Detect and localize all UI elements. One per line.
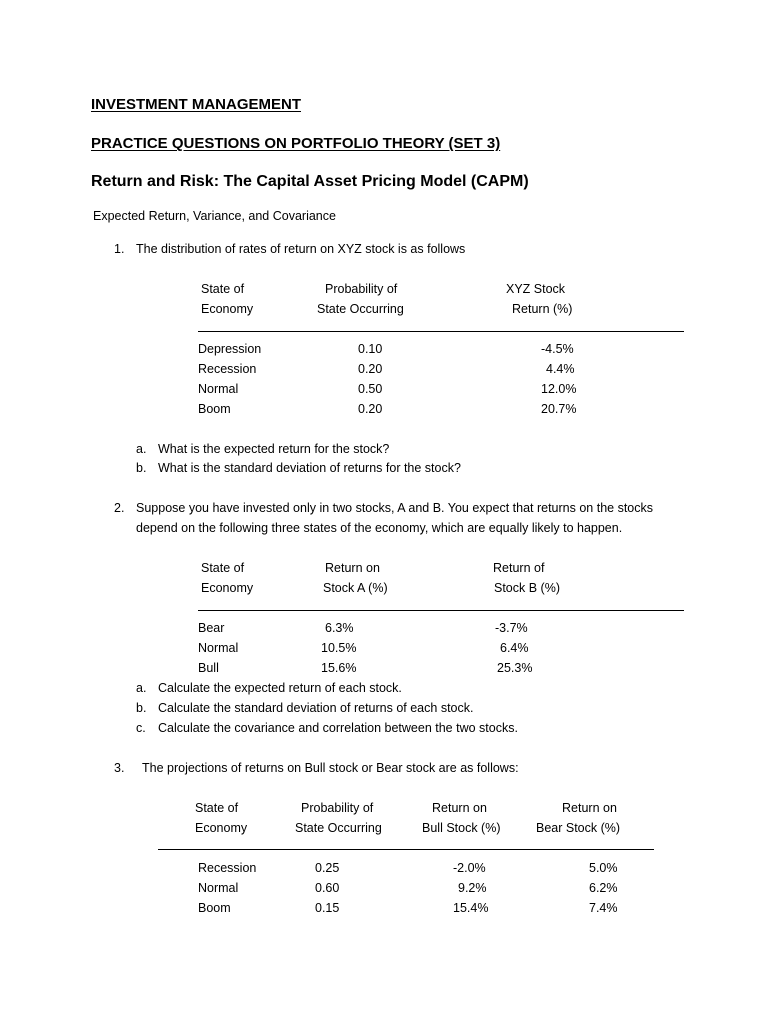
q1-part-b-label: b. xyxy=(136,461,147,475)
section-title: Return and Risk: The Capital Asset Pricing Model (CAPM) xyxy=(91,173,529,190)
q2-row-1-b: -3.7% xyxy=(495,621,528,635)
q2-table-rule xyxy=(198,610,684,611)
q1-row-4-prob: 0.20 xyxy=(358,402,383,416)
q2-header-1-line1: State of xyxy=(201,561,245,575)
topic-heading: Expected Return, Variance, and Covariance xyxy=(93,209,336,223)
q1-part-b-text: What is the standard deviation of returns for the stock? xyxy=(158,461,461,475)
q1-row-4-return: 20.7% xyxy=(541,402,577,416)
q2-row-3-a: 15.6% xyxy=(321,661,357,675)
q1-text: The distribution of rates of return on XYZ stock is as follows xyxy=(136,242,466,256)
q2-header-3-line1: Return of xyxy=(493,561,545,575)
q1-row-2-return: 4.4% xyxy=(546,362,575,376)
q1-row-3-return: 12.0% xyxy=(541,382,577,396)
q3-header-2-line1: Probability of xyxy=(301,801,374,815)
q2-text-line1: Suppose you have invested only in two stocks, A and B. You expect that returns on the stocks xyxy=(136,501,653,515)
q2-number: 2. xyxy=(114,501,125,515)
q3-header-4-line1: Return on xyxy=(562,801,617,815)
q2-row-1-state: Bear xyxy=(198,621,225,635)
q3-header-3-line1: Return on xyxy=(432,801,487,815)
q1-row-2-state: Recession xyxy=(198,362,257,376)
q2-text-line2: depend on the following three states of the economy, which are equally likely to happen. xyxy=(136,521,623,535)
q2-header-2-line1: Return on xyxy=(325,561,380,575)
q2-row-1-a: 6.3% xyxy=(325,621,354,635)
q1-header-2-line2: State Occurring xyxy=(317,302,404,316)
q1-number: 1. xyxy=(114,242,125,256)
q1-row-2-prob: 0.20 xyxy=(358,362,383,376)
q3-row-2-bear: 6.2% xyxy=(589,881,618,895)
q3-row-1-prob: 0.25 xyxy=(315,861,340,875)
q3-row-2-bull: 9.2% xyxy=(458,881,487,895)
q2-row-3-b: 25.3% xyxy=(497,661,533,675)
q2-part-a-text: Calculate the expected return of each stock. xyxy=(158,681,402,695)
q3-row-3-bull: 15.4% xyxy=(453,901,489,915)
q2-part-b-text: Calculate the standard deviation of returns of each stock. xyxy=(158,701,474,715)
q1-header-2-line1: Probability of xyxy=(325,282,398,296)
q3-row-1-bull: -2.0% xyxy=(453,861,486,875)
q1-header-3-line2: Return (%) xyxy=(512,302,573,316)
q1-row-1-return: -4.5% xyxy=(541,342,574,356)
q3-row-3-bear: 7.4% xyxy=(589,901,618,915)
q1-row-1-prob: 0.10 xyxy=(358,342,383,356)
q1-row-4-state: Boom xyxy=(198,402,231,416)
q2-part-b-label: b. xyxy=(136,701,147,715)
q1-table-rule xyxy=(198,331,684,332)
q1-row-3-state: Normal xyxy=(198,382,239,396)
q2-part-c-text: Calculate the covariance and correlation between the two stocks. xyxy=(158,721,518,735)
q2-part-a-label: a. xyxy=(136,681,147,695)
q3-row-2-state: Normal xyxy=(198,881,239,895)
q2-header-3-line2: Stock B (%) xyxy=(494,581,560,595)
q1-part-a-text: What is the expected return for the stock? xyxy=(158,442,390,456)
q3-row-2-prob: 0.60 xyxy=(315,881,340,895)
course-title: INVESTMENT MANAGEMENT xyxy=(91,96,301,113)
set-title: PRACTICE QUESTIONS ON PORTFOLIO THEORY (SET 3) xyxy=(91,135,501,152)
q2-row-3-state: Bull xyxy=(198,661,219,675)
q2-header-1-line2: Economy xyxy=(201,581,254,595)
q3-row-1-bear: 5.0% xyxy=(589,861,618,875)
q3-text: The projections of returns on Bull stock or Bear stock are as follows: xyxy=(142,761,519,775)
q3-header-1-line1: State of xyxy=(195,801,239,815)
q2-row-2-state: Normal xyxy=(198,641,239,655)
q1-row-3-prob: 0.50 xyxy=(358,382,383,396)
q3-row-1-state: Recession xyxy=(198,861,257,875)
q3-table-rule xyxy=(158,849,654,850)
q1-row-1-state: Depression xyxy=(198,342,262,356)
q3-header-2-line2: State Occurring xyxy=(295,821,382,835)
q3-row-3-prob: 0.15 xyxy=(315,901,340,915)
q1-header-1-line2: Economy xyxy=(201,302,254,316)
q3-header-1-line2: Economy xyxy=(195,821,248,835)
q3-number: 3. xyxy=(114,761,125,775)
q3-header-4-line2: Bear Stock (%) xyxy=(536,821,621,835)
q2-header-2-line2: Stock A (%) xyxy=(323,581,388,595)
q2-part-c-label: c. xyxy=(136,721,146,735)
q1-header-1-line1: State of xyxy=(201,282,245,296)
q3-row-3-state: Boom xyxy=(198,901,231,915)
q1-part-a-label: a. xyxy=(136,442,147,456)
q2-row-2-a: 10.5% xyxy=(321,641,357,655)
q3-header-3-line2: Bull Stock (%) xyxy=(422,821,501,835)
q1-header-3-line1: XYZ Stock xyxy=(506,282,566,296)
q2-row-2-b: 6.4% xyxy=(500,641,529,655)
